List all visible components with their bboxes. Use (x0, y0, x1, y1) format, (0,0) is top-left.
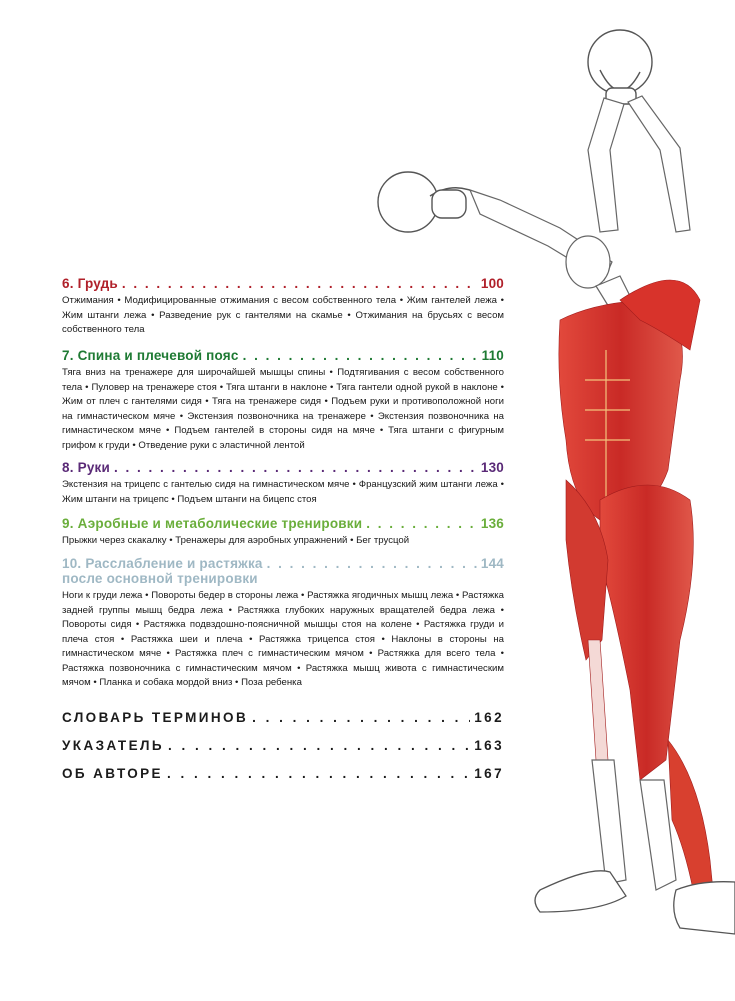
toc-index (62, 738, 504, 753)
toc-section-chest (62, 276, 504, 338)
section-title-line2: после основной тренировки (62, 571, 258, 586)
kettlebell-top (588, 30, 652, 104)
section-items: Отжимания • Модифицированные отжимания с весом собственного тела • Жим гантелей лежа • Жим штанги лежа • Разведение рук с гантелями на скамье • Отжимания на брусьях с весом собственного тела (62, 295, 504, 335)
index-title: УКАЗАТЕЛЬ (62, 738, 164, 753)
section-title: 7. Спина и плечевой пояс (62, 348, 239, 363)
section-title: 8. Руки (62, 460, 110, 475)
section-items: Экстензия на трицепс с гантелью сидя на гимнастическом мяче • Французский жим штанги лежа • Жим штанги на трицепс • Подъем штанги на бицепс стоя (62, 479, 504, 505)
toc-section-aerobic (62, 516, 504, 549)
torso-muscles (559, 280, 700, 520)
section-items: Тяга вниз на тренажере для широчайшей мышцы спины • Подтягивания с весом собственного тела • Пуловер на тренажере стоя • Тяга штанги в наклоне • Тяга гантели одной рукой в наклоне • Жим от плеч с гантелями сидя • Тяга на тренажере сидя • Подъем руки и противоположной ноги на гимнастическом мяче • Экстензия позвоночника на тренажере • Экстензия позвоночника на гимнастическом мяче • Подъем гантелей в стороны сидя на мяче • Тяга штанги с фигурным грифом к груди • Отведение руки с эластичной лентой (62, 367, 504, 451)
index-page: 163 (474, 738, 504, 753)
page-number: 136 (480, 516, 504, 531)
page-number: 100 (480, 276, 504, 291)
about-author-page: 167 (474, 766, 504, 781)
toc-about-author (62, 766, 504, 781)
toc-section-stretch (62, 556, 504, 691)
page-number: 130 (480, 460, 504, 475)
toc-glossary (62, 710, 504, 725)
page-number: 144 (480, 556, 504, 571)
about-author-title: ОБ АВТОРЕ (62, 766, 163, 781)
section-title: 6. Грудь (62, 276, 118, 291)
section-title-line1: 10. Расслабление и растяжка (62, 556, 263, 571)
page-number: 110 (481, 348, 504, 363)
glossary-page: 162 (474, 710, 504, 725)
section-items: Прыжки через скакалку • Тренажеры для аэробных упражнений • Бег трусцой (62, 535, 410, 546)
toc-section-back (62, 348, 504, 453)
kettlebell-left (378, 172, 480, 232)
glossary-title: СЛОВАРЬ ТЕРМИНОВ (62, 710, 249, 725)
section-title: 9. Аэробные и метаболические тренировки (62, 516, 363, 531)
section-items: Ноги к груди лежа • Повороты бедер в стороны лежа • Растяжка ягодичных мышц лежа • Растяжка задней группы мышц бедра лежа • Растяжка глубоких наружных вращателей бедра лежа • Повороты сидя • Растяжка подвздошно-поясничной мышцы стоя на колене • Растяжка груди и плеча стоя • Растяжка шеи и плеча • Растяжка трицепса стоя • Наклоны в стороны на гимнастическом мяче • Растяжка плеч с гимнастическим мячом • Растяжка для всего тела • Растяжка позвоночника с гимнастическим мячом • Растяжка мышц живота с гимнастическим мячом • Планка и собака мордой вниз • Поза ребенка (62, 590, 504, 688)
toc-section-arms (62, 460, 504, 507)
